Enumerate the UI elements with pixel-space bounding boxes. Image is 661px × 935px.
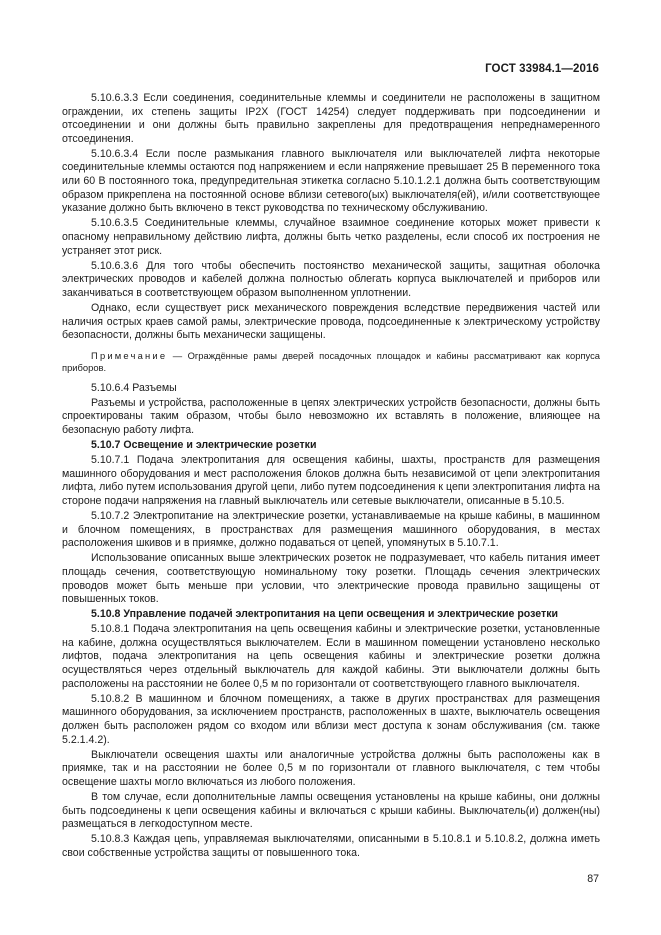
note — [62, 350, 600, 374]
paragraph-5-10-6-3-4: 5.10.6.3.4 Если после размыкания главного выключателя или выключателей лифта некоторые соединительные клеммы остаются под напряжением и если напряжение превышает 25 В переменного тока или 60 В постоянного тока, предупредительная этикетка согласно 5.10.1.2.1 должна быть соответствующим образом прикреплена на постоянной основе вблизи сетевого(ых) выключателя(ей), и/или соответствующее указание должно быть включено в текст руководства по техническому обслуживанию. — [62, 147, 600, 215]
paragraph-mechanical-damage: Однако, если существует риск механического повреждения вследствие передвижения частей или наличия острых краев самой рамы, электрические провода, подсоединенные к электрическому устройству безопасности, должны быть механически защищены. — [62, 301, 600, 342]
heading-5-10-8: 5.10.8 Управление подачей электропитания на цепи освещения и электрические розетки — [91, 608, 559, 621]
note-label: Примечание — [91, 349, 168, 361]
document-body — [62, 92, 600, 862]
paragraph-5-10-6-3-5: 5.10.6.3.5 Соединительные клеммы, случайное взаимное соединение которых может привести к опасному неправильному действию лифта, должны быть четко разделены, если способ их построения не устраняет этот риск. — [62, 217, 600, 257]
paragraph-5-10-6-3-6: 5.10.6.3.6 Для того чтобы обеспечить постоянство механической защиты, защитная оболочка электрических проводов и кабелей должна полностью облегать корпуса выключателей и приборов или заканчиваться в соответствующем образом выполненном уплотнении. — [62, 259, 600, 299]
paragraph-shaft-lighting: Выключатели освещения шахты или аналогичные устройства должны быть расположены как в приямке, так и на расстоянии не более 0,5 м по горизонтали от главного выключателя, с тем чтобы освещение шахты могло включаться из любого положения. — [62, 748, 600, 788]
paragraph-connectors: Разъемы и устройства, расположенные в цепях электрических устройств безопасности, должны быть спроектированы таким образом, чтобы было невозможно их вставлять в положение, влияющее на безопасную работу лифта. — [62, 396, 600, 436]
paragraph-5-10-7-1: 5.10.7.1 Подача электропитания для освещения кабины, шахты, пространств для размещения машинного оборудования и мест расположения блоков должна быть независимой от цепи электропитания лифта, либо путем использования другой цепи, либо путем подсоединения к цепи электропитания лифта на стороне подачи напряжения на главный выключатель или сетевые выключатели, описанные в 5.10.5. — [62, 454, 600, 507]
paragraph-5-10-8-3: 5.10.8.3 Каждая цепь, управляемая выключателями, описанными в 5.10.8.1 и 5.10.8.2, должна иметь свои собственные устройства защиты от повышенного тока. — [62, 833, 600, 859]
paragraph-sockets-usage: Использование описанных выше электрических розеток не подразумевает, что кабель питания имеет площадь сечения, соответствующую номинальному току розетки. Площадь сечения электрических проводов может быть меньше при условии, что электрические провода правильно защищены от повышенных токов. — [62, 552, 600, 606]
paragraph-additional-lamps: В том случае, если дополнительные лампы освещения установлены на крыше кабины, они должны быть подсоединены к цепи освещения кабины и включаться с крыши кабины. Выключатель(и) должен(ны) размещаться в легкодоступном месте. — [62, 790, 600, 831]
standard-header: ГОСТ 33984.1—2016 — [485, 63, 599, 75]
paragraph-5-10-8-2: 5.10.8.2 В машинном и блочном помещениях, а также в других пространствах для размещения машинного оборудования, за исключением пространств, расположенных в шахте, выключатель освещения должен быть расположен рядом со входом или вблизи мест доступа к зонам обслуживания (см. также 5.2.1.4.2). — [62, 692, 600, 746]
paragraph-5-10-8-1: 5.10.8.1 Подача электропитания на цепь освещения кабины и электрические розетки, установленные на кабине, должна осуществляться выключателем. Если в машинном помещении установлено несколько лифтов, подача электропитания на цепь освещения кабины и электрические розетки должна осуществляться через отдельный выключатель для каждой кабины. Эти выключатели должны быть расположены на расстоянии не более 0,5 м по горизонтали от соответствующего главного выключателя. — [62, 623, 600, 690]
heading-5-10-7: 5.10.7 Освещение и электрические розетки — [91, 439, 317, 452]
page-number: 87 — [587, 873, 599, 885]
paragraph-5-10-7-2: 5.10.7.2 Электропитание на электрические розетки, устанавливаемые на крыше кабины, в машинном и блочном помещениях, в пространствах для размещения машинного оборудования, в местах расположения шкивов и в приямке, должно подаваться от цепей, упомянутых в 5.10.7.1. — [62, 510, 600, 550]
paragraph-5-10-6-3-3: 5.10.6.3.3 Если соединения, соединительные клеммы и соединители не расположены в защитном ограждении, их степень защиты IP2X (ГОСТ 14254) следует поддерживать при подсоединении и отсоединении и они должны быть правильно закреплены для предотвращения непреднамеренного отсоединения. — [62, 92, 600, 145]
paragraph-5-10-6-4-title: 5.10.6.4 Разъемы — [91, 381, 177, 394]
note-text: — Ограждённые рамы дверей посадочных площадок и кабины рассматривают как корпуса приборов. — [62, 349, 600, 373]
